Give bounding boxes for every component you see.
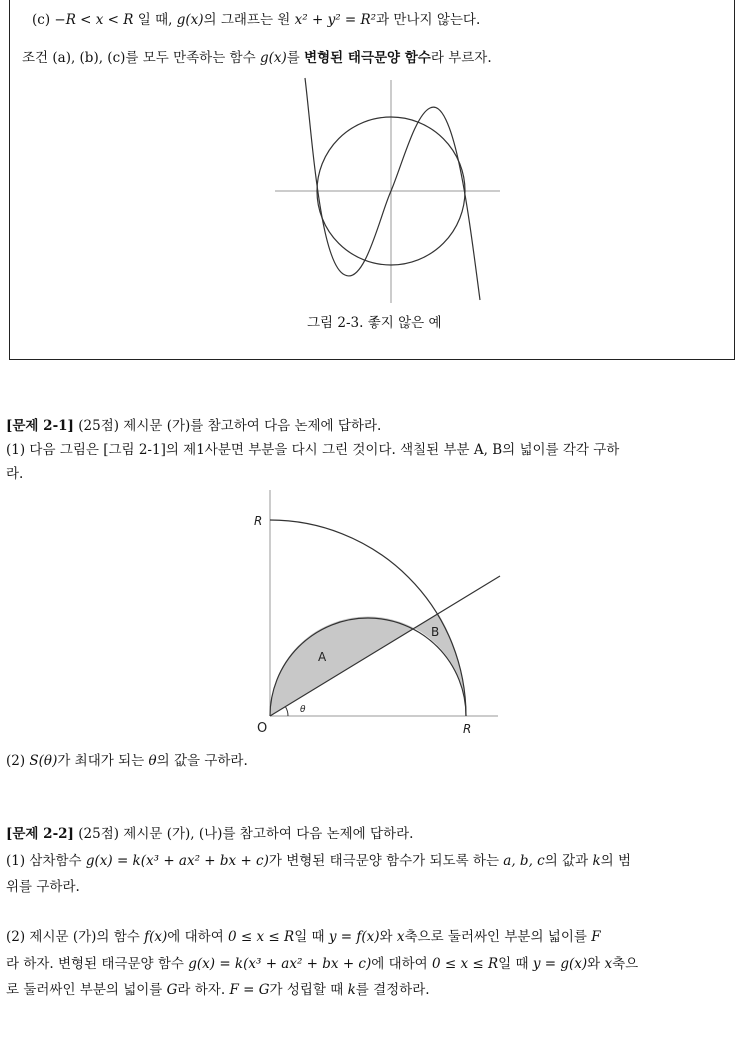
region-b bbox=[414, 613, 466, 716]
figure-quarter-circle bbox=[240, 484, 510, 742]
cubic-curve bbox=[305, 78, 480, 300]
label-A: A bbox=[318, 650, 327, 664]
problem-2-2-q2-line1: (2) 제시문 (가)의 함수 f(x)에 대하여 0 ≤ x ≤ R일 때 y = f(x)와 x축으로 둘러싸인 부분의 넓이를 F bbox=[6, 929, 601, 945]
problem-2-2-heading: [문제 2-2] (25점) 제시문 (가), (나)를 참고하여 다음 논제에 답하라. bbox=[6, 826, 414, 842]
problem-2-2-q2-line2: 라 하자. 변형된 태극문양 함수 g(x) = k(x³ + ax² + bx + c)에 대하여 0 ≤ x ≤ R일 때 y = g(x)와 x축으 bbox=[6, 956, 639, 972]
problem-2-1-q2: (2) S(θ)가 최대가 되는 θ의 값을 구하라. bbox=[6, 753, 248, 769]
condition-c: (c) −R < x < R 일 때, g(x)의 그래프는 원 x² + y² = R²과 만나지 않는다. bbox=[32, 12, 481, 28]
problem-2-1-q1-line2: 라. bbox=[6, 466, 24, 482]
theta-arc bbox=[285, 707, 288, 716]
label-B: B bbox=[431, 625, 440, 639]
figure-bad-example bbox=[270, 75, 505, 305]
label-R-right: R bbox=[463, 722, 472, 736]
definition-text: 조건 (a), (b), (c)를 모두 만족하는 함수 g(x)를 변형된 태극문양 함수라 부르자. bbox=[22, 50, 492, 66]
figure-caption: 그림 2-3. 좋지 않은 예 bbox=[307, 315, 442, 331]
label-R-top: R bbox=[254, 514, 263, 528]
problem-2-2-q1-line1: (1) 삼차함수 g(x) = k(x³ + ax² + bx + c)가 변형된 태극문양 함수가 되도록 하는 a, b, c의 값과 k의 범 bbox=[6, 853, 631, 869]
problem-2-1-q1-line1: (1) 다음 그림은 [그림 2-1]의 제1사분면 부분을 다시 그린 것이다. 색칠된 부분 A, B의 넓이를 각각 구하 bbox=[6, 442, 620, 458]
problem-2-2-q1-line2: 위를 구하라. bbox=[6, 879, 80, 895]
problem-2-2-q2-line3: 로 둘러싸인 부분의 넓이를 G라 하자. F = G가 성립할 때 k를 결정하라. bbox=[6, 982, 430, 998]
problem-2-1-heading: [문제 2-1] (25점) 제시문 (가)를 참고하여 다음 논제에 답하라. bbox=[6, 418, 382, 434]
label-O: O bbox=[257, 721, 268, 736]
label-theta: θ bbox=[300, 705, 306, 715]
region-a bbox=[270, 617, 414, 716]
